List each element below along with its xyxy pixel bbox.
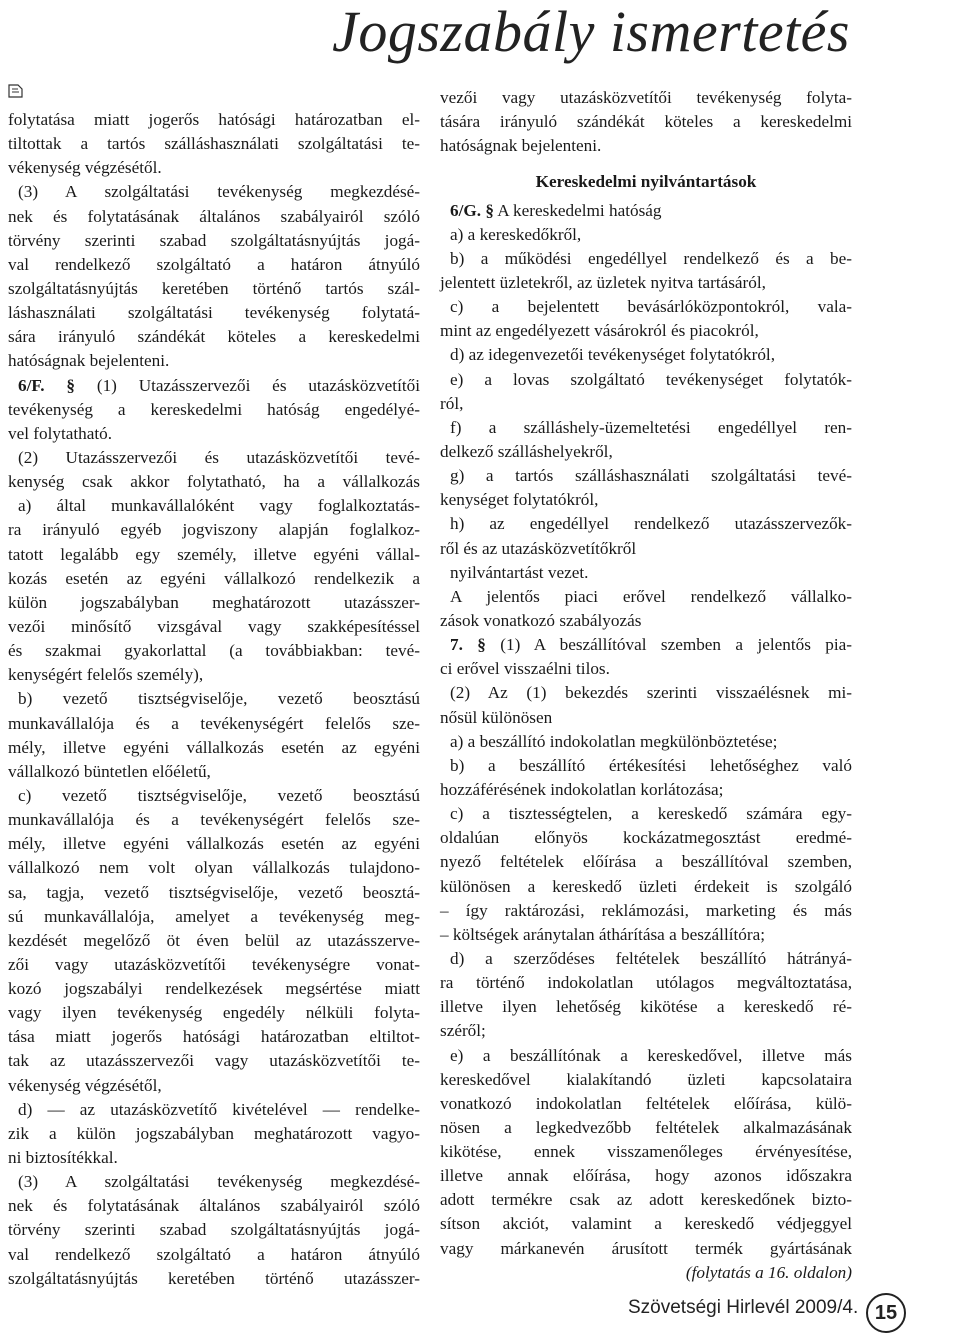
page-title: Jogszabály ismertetés	[332, 0, 850, 64]
text-line	[8, 639, 420, 663]
line-text: illetve ilyen lehetőség kikötése a kereskedő ré-	[440, 997, 852, 1017]
line-text: vezői minősítő vizsgával vagy szakképesítéssel	[8, 616, 420, 636]
line-text: tása miatt jogerős hatósági határozatban eltiltot-	[8, 1027, 420, 1047]
text-line	[8, 1218, 420, 1242]
text-line	[440, 392, 852, 416]
line-text: e) a beszállítónak a kereskedővel, illetve más	[450, 1045, 852, 1065]
text-line	[8, 543, 420, 567]
text-line	[440, 923, 852, 947]
text-line	[8, 760, 420, 784]
line-text: nyilvántartást vezet.	[450, 562, 589, 582]
text-line	[8, 856, 420, 880]
line-text: Kereskedelmi nyilvántartások	[535, 172, 757, 192]
text-line	[440, 1019, 852, 1043]
text-line	[440, 681, 852, 705]
text-line	[440, 1068, 852, 1092]
line-text: mély, illetve egyéni vállalkozás esetén az egyéni	[8, 834, 420, 854]
line-text: kenységet folytatókról,	[440, 490, 599, 510]
line-text: vel folytatható.	[8, 423, 113, 443]
line-text: f) a szálláshely-üzemeltetési engedéllyel ren-	[450, 417, 852, 437]
line-text: munkavállalója és a tevékenységért felelős sze-	[8, 810, 420, 830]
line-text: tevékenység a kereskedelmi hatóság engedélyé-	[8, 399, 420, 419]
text-line	[440, 1140, 852, 1164]
line-text: kikötése, ennek visszamenőleges érvényesítése,	[440, 1142, 852, 1162]
line-text: b) a beszállító értékesítési lehetőséghez való	[450, 755, 852, 775]
text-line	[440, 971, 852, 995]
text-line	[440, 1044, 852, 1068]
line-text: széről;	[440, 1021, 486, 1041]
text-line	[8, 1049, 420, 1073]
text-line	[440, 223, 852, 247]
text-line	[440, 343, 852, 367]
text-line	[440, 947, 852, 971]
line-text: A jelentős piaci erővel rendelkező vállalko-	[450, 586, 852, 606]
text-line	[8, 567, 420, 591]
line-text: tiltottak a tartós szálláshasználati szolgáltatási te-	[8, 134, 420, 154]
section-number: 7. §	[450, 635, 486, 655]
text-line	[440, 319, 852, 343]
line-text: sú munkavállalója, amelyet a tevékenység meg-	[8, 906, 420, 926]
line-text: vezői vagy utazásközvetítői tevékenység folyta-	[440, 88, 852, 107]
text-line	[8, 108, 420, 132]
line-text: sára irányuló szándékát köteles a kereskedelmi	[8, 327, 420, 347]
text-line	[440, 512, 852, 536]
text-line	[8, 277, 420, 301]
line-text: vagy márkanevén árusított termék gyártásának	[440, 1238, 852, 1258]
text-line	[8, 229, 420, 253]
line-text: nek és folytatásának általános szabályairól szóló	[8, 1196, 420, 1216]
text-line	[440, 464, 852, 488]
line-text: – így raktározási, reklámozási, marketing és más	[440, 900, 852, 920]
text-line	[8, 687, 420, 711]
text-line	[440, 826, 852, 850]
line-text: sítson akciót, valamint a kereskedő védjeggyel	[440, 1214, 852, 1234]
line-text: (1) A beszállítóval szemben a jelentős pia-	[500, 635, 853, 655]
line-text: hatóságnak bejelenteni.	[440, 136, 602, 156]
text-line	[440, 754, 852, 778]
text-line	[8, 374, 420, 398]
line-text: zik a külön jogszabályban meghatározott vagyo-	[8, 1123, 420, 1143]
line-text: vagy ilyen tevékenység engedély nélküli folyta-	[8, 1003, 420, 1023]
line-text: b) vezető tisztségviselője, vezető beosztású	[18, 689, 420, 709]
line-text: (1) Utazásszervezői és utazásközvetítői	[96, 375, 421, 395]
line-text: hozzáférésének indokolatlan korlátozása;	[440, 779, 724, 799]
text-line	[440, 778, 852, 802]
line-text: tatott legalább egy személy, illetve egyéni vállal-	[8, 544, 420, 564]
text-line	[8, 301, 420, 325]
text-line	[8, 977, 420, 1001]
text-line	[8, 1025, 420, 1049]
text-line	[440, 1092, 852, 1116]
text-line	[440, 706, 852, 730]
line-text: zások vonatkozó szabályozás	[440, 610, 642, 630]
text-line	[8, 1001, 420, 1025]
line-text: adott termékre csak az adott kereskedőnek bizto-	[440, 1190, 852, 1210]
text-line	[440, 585, 852, 609]
continuation-marker-icon	[8, 84, 24, 98]
text-line	[8, 1122, 420, 1146]
line-text: illetve annak előírása, hogy azonos időszakra	[440, 1166, 852, 1186]
text-line	[8, 905, 420, 929]
line-text: (3) A szolgáltatási tevékenység megkezdésé-	[18, 182, 420, 202]
line-text: h) az engedéllyel rendelkező utazásszervezők-	[450, 514, 852, 534]
text-line	[8, 253, 420, 277]
line-text: kenységért felelős személy),	[8, 665, 204, 685]
line-text: kereskedővel kialakítandó üzleti kapcsolataira	[440, 1069, 852, 1089]
line-text: c) vezető tisztségviselője, vezető beosztású	[18, 785, 420, 805]
text-line	[440, 1261, 852, 1285]
line-text: mint az engedélyezett vásárokról és piacokról,	[440, 321, 759, 341]
line-text: kezdését megelőző öt éven belül az utazásszerve-	[8, 930, 420, 950]
section-number: 6/F. §	[18, 375, 76, 395]
text-line	[8, 615, 420, 639]
line-text: d) a szerződéses feltételek beszállító hátrányá-	[450, 948, 852, 968]
text-line	[440, 295, 852, 319]
line-text: nyező feltételek előírása a beszállítóval szemben,	[440, 852, 852, 872]
text-line	[440, 730, 852, 754]
section-number: 6/G. §	[450, 200, 494, 220]
text-line	[440, 995, 852, 1019]
text-line	[8, 784, 420, 808]
text-line	[8, 1098, 420, 1122]
line-text: törvény szerinti szabad szolgáltatásnyújtás jogá-	[8, 230, 420, 250]
text-line	[8, 470, 420, 494]
text-line	[8, 929, 420, 953]
line-text: ről és az utazásközvetítőkről	[440, 538, 637, 558]
text-line	[440, 657, 852, 681]
text-line	[440, 86, 852, 110]
line-text: (3) A szolgáltatási tevékenység megkezdésé-	[18, 1172, 420, 1192]
text-line	[8, 205, 420, 229]
text-line	[440, 247, 852, 271]
line-text: delkező szálláshelyekről,	[440, 441, 613, 461]
line-text: a) a kereskedőkről,	[450, 224, 582, 244]
page-number: 15	[866, 1293, 906, 1333]
line-text: kozás esetén az egyéni vállalkozó rendelkezik a	[8, 568, 420, 588]
line-text: törvény szerinti szabad szolgáltatásnyújtás jogá-	[8, 1220, 420, 1240]
line-text: ra történő indokolatlan utólagos megváltoztatása,	[440, 973, 852, 993]
text-line	[8, 156, 420, 180]
text-line	[8, 663, 420, 687]
line-text: val rendelkező szolgáltató a határon átnyúló	[8, 254, 420, 274]
line-text: b) a működési engedéllyel rendelkező és a be-	[450, 248, 852, 268]
line-text: kenység csak akkor folytatható, ha a vállalkozás	[8, 472, 420, 492]
text-line	[440, 110, 852, 134]
line-text: vállalkozó büntetlen előéletű,	[8, 761, 211, 781]
text-line	[8, 132, 420, 156]
publication-footer: Szövetségi Hirlevél 2009/4.	[628, 1297, 859, 1318]
line-text: tak az utazásszervezői vagy utazásközvetítői te-	[8, 1051, 420, 1071]
line-text: hatóságnak bejelenteni.	[8, 351, 170, 371]
line-text: ci erővel visszaélni tilos.	[440, 659, 610, 679]
line-text: zői vagy utazásközvetítői tevékenységre vonat-	[8, 954, 420, 974]
text-line	[440, 1116, 852, 1140]
text-line	[440, 850, 852, 874]
line-text: mély, illetve egyéni vállalkozás esetén az egyéni	[8, 737, 420, 757]
line-text: (2) Utazásszervezői és utazásközvetítői tevé-	[18, 447, 420, 467]
text-line	[8, 325, 420, 349]
line-text: (2) Az (1) bekezdés szerinti visszaélésnek mi-	[450, 683, 852, 703]
line-text: tására irányuló szándékát köteles a kereskedelmi	[440, 112, 852, 132]
line-text: d) az idegenvezetői tevékenységet folytatókról,	[450, 345, 775, 365]
text-line	[440, 1237, 852, 1261]
text-line	[8, 180, 420, 204]
text-line	[8, 1170, 420, 1194]
line-text: (folytatás a 16. oldalon)	[685, 1262, 852, 1282]
text-line	[440, 899, 852, 923]
text-line	[8, 591, 420, 615]
line-text: oldalúan előnyös kockázatmegosztást eredmé-	[440, 828, 852, 848]
line-text: munkavállalója és a tevékenységért felelős sze-	[8, 713, 420, 733]
line-text: különösen a kereskedő üzleti érdekeit is szolgáló	[440, 876, 852, 896]
text-line	[8, 398, 420, 422]
line-text: kozó jogszabályi rendelkezések megsértése miatt	[8, 979, 420, 999]
text-line	[440, 609, 852, 633]
text-line	[8, 1146, 420, 1170]
line-text: szolgáltatásnyújtás keretében történő utazásszer-	[8, 1268, 420, 1288]
line-text: sa, tagja, vezető tisztségviselője, vezető beosztá-	[8, 882, 420, 902]
text-line	[8, 1074, 420, 1098]
line-text: ni biztosítékkal.	[8, 1148, 118, 1168]
line-text: vékenység végzésétől,	[8, 1075, 162, 1095]
line-text: val rendelkező szolgáltató a határon átnyúló	[8, 1244, 420, 1264]
line-text: A kereskedelmi hatóság	[497, 200, 662, 220]
line-text: láshasználati szolgáltatási tevékenység folytatá-	[8, 303, 420, 323]
text-line	[8, 1194, 420, 1218]
line-text: d) — az utazásközvetítő kivételével — rendelke-	[18, 1099, 420, 1119]
text-line	[440, 1212, 852, 1236]
text-line	[8, 349, 420, 373]
text-line	[440, 537, 852, 561]
text-line	[8, 881, 420, 905]
line-text: vékenység végzésétől.	[8, 158, 162, 178]
line-text: külön jogszabályban meghatározott utazásszer-	[8, 592, 420, 612]
text-line	[440, 199, 852, 223]
text-line	[8, 446, 420, 470]
text-line	[440, 875, 852, 899]
line-text: vonatkozó indokolatlan feltételek előírása, külö-	[440, 1093, 852, 1113]
text-line	[440, 271, 852, 295]
line-text: folytatása miatt jogerős hatósági határozatban el-	[8, 110, 420, 129]
line-text: c) a tisztességtelen, a kereskedő számára egy-	[450, 804, 852, 824]
line-text: és szakmai gyakorlattal (a továbbiakban: tevé-	[8, 641, 420, 661]
line-text: nősül különösen	[440, 707, 553, 727]
text-line	[440, 416, 852, 440]
text-line	[8, 518, 420, 542]
section-heading	[440, 158, 852, 198]
text-line	[440, 440, 852, 464]
text-line	[8, 494, 420, 518]
left-text-column	[8, 108, 420, 1291]
right-text-column	[440, 86, 852, 1285]
line-text: a) által munkavállalóként vagy foglalkoztatás-	[18, 496, 420, 516]
line-text: ra irányuló egyéb jogviszony alapján foglalkoz-	[8, 520, 420, 540]
text-line	[440, 802, 852, 826]
text-line	[8, 808, 420, 832]
line-text: – költségek aránytalan áthárítása a beszállítóra;	[440, 924, 765, 944]
text-line	[440, 134, 852, 158]
text-line	[8, 712, 420, 736]
text-line	[440, 1188, 852, 1212]
line-text: jelentett üzletekről, az üzletek nyitva tartásáról,	[440, 273, 766, 292]
text-line	[8, 832, 420, 856]
text-line	[8, 1243, 420, 1267]
text-line	[440, 368, 852, 392]
text-line	[8, 1267, 420, 1291]
text-line	[440, 1164, 852, 1188]
text-line	[8, 736, 420, 760]
line-text: vállalkozó nem volt olyan vállalkozás tulajdono-	[8, 858, 420, 878]
line-text: e) a lovas szolgáltató tevékenységet folytatók-	[450, 369, 852, 389]
line-text: nösen a legkedvezőbb feltételek alkalmazásának	[440, 1117, 852, 1137]
line-text: g) a tartós szálláshasználati szolgáltatási tevé-	[450, 466, 852, 486]
line-text: ról,	[440, 393, 464, 413]
text-line	[440, 488, 852, 512]
text-line	[440, 633, 852, 657]
line-text: nek és folytatásának általános szabályairól szóló	[8, 206, 420, 226]
text-line	[440, 561, 852, 585]
line-text: c) a bejelentett bevásárlóközpontokról, vala-	[450, 297, 852, 317]
line-text: szolgáltatásnyújtás keretében történő tartós szál-	[8, 278, 420, 298]
line-text: a) a beszállító indokolatlan megkülönböztetése;	[450, 731, 778, 751]
text-line	[8, 953, 420, 977]
text-line	[8, 422, 420, 446]
